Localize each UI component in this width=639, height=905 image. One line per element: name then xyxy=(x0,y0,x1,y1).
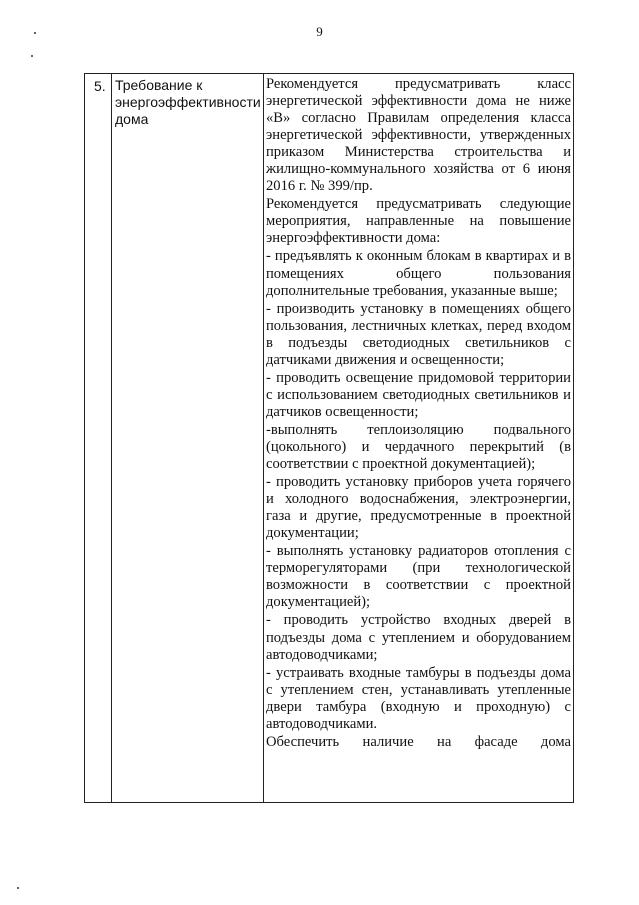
scan-speck xyxy=(31,55,33,57)
paragraph: Рекомендуется предусматривать класс энергетической эффективности дома не ниже «В» согласно Правилам определения класса энергетической эффективности, утвержденных приказом Министерства строительства и жилищно-коммунального хозяйства от 6 июня 2016 г. № 399/пр. xyxy=(266,76,571,195)
list-item: - проводить установку приборов учета горячего и холодного водоснабжения, электроэнергии, газа и другие, предусмотренные в проектной документации; xyxy=(266,474,571,542)
scan-speck xyxy=(17,887,19,889)
list-item: - предъявлять к оконным блокам в квартирах и в помещениях общего пользования дополнительные требования, указанные выше; xyxy=(266,248,571,299)
list-item: - проводить освещение придомовой территории с использованием светодиодных светильников и датчиков освещенности; xyxy=(266,369,571,420)
requirement-title: Требование к энергоэффективности дома xyxy=(115,77,261,127)
requirements-table xyxy=(84,73,574,803)
column-divider xyxy=(263,74,264,802)
paragraph: Обеспечить наличие на фасаде дома xyxy=(266,733,571,750)
requirement-description xyxy=(266,76,571,751)
list-item: - устраивать входные тамбуры в подъезды дома с утеплением стен, устанавливать утепленные двери тамбура (входную и проходную) с автодоводчиками. xyxy=(266,664,571,732)
page-number: 9 xyxy=(316,24,323,39)
column-divider xyxy=(111,74,112,802)
scan-speck xyxy=(34,32,36,34)
list-item: - производить установку в помещениях общего пользования, лестничных клетках, перед входом в подъезды светодиодных светильников с датчиками движения и освещенности; xyxy=(266,300,571,368)
row-number: 5. xyxy=(94,78,106,94)
list-item: - проводить устройство входных дверей в подъезды дома с утеплением и оборудованием автодоводчиками; xyxy=(266,612,571,663)
paragraph: Рекомендуется предусматривать следующие мероприятия, направленные на повышение энергоэффективности дома: xyxy=(266,196,571,247)
list-item: -выполнять теплоизоляцию подвального (цокольного) и чердачного перекрытий (в соответствии с проектной документацией); xyxy=(266,421,571,473)
list-item: - выполнять установку радиаторов отопления с терморегуляторами (при технологической возможности в соответствии с проектной документацией); xyxy=(266,543,571,611)
